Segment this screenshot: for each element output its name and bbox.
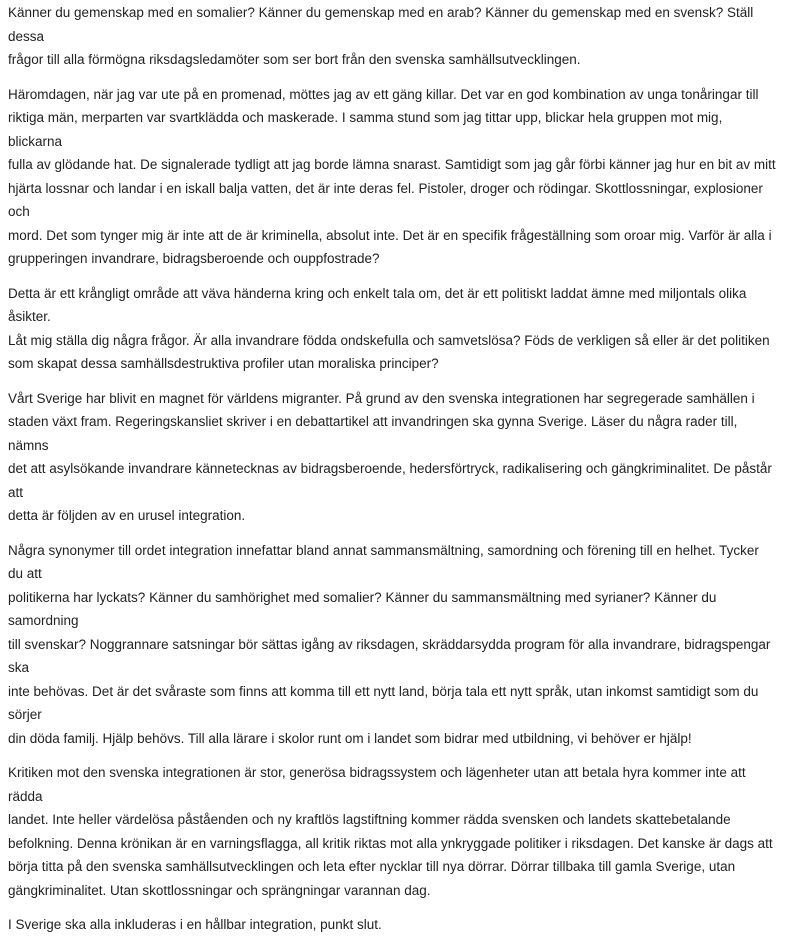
paragraph-line: frågor till alla förmögna riksdagsledamöter som ser bort från den svenska samhällsutvecklingen.	[8, 52, 581, 67]
paragraph-line: detta är följden av en urusel integration.	[8, 508, 246, 523]
paragraph-line: befolkning. Denna krönikan är en varningsflagga, all kritik riktas mot alla ynkryggade politiker i riksdagen. Det kanske är dags att	[8, 835, 773, 851]
paragraph-line: Känner du gemenskap med en somalier? Känner du gemenskap med en arab? Känner du gemenskap med en svensk? Ställ dessa	[8, 5, 754, 44]
article-paragraph	[8, 539, 776, 751]
paragraph-line: politikerna har lyckats? Känner du samhörighet med somalier? Känner du sammansmältning med syrianer? Känner du samordning	[8, 589, 717, 628]
paragraph-line: mord. Det som tynger mig är inte att de är kriminella, absolut inte. Det är en specifik frågeställning som oroar mig. Varför är alla i	[8, 227, 772, 243]
paragraph-line: Låt mig ställa dig några frågor. Är alla invandrare födda ondskefulla och samvetslösa? Föds de verkligen så eller är det politiken	[8, 332, 770, 348]
paragraph-line: Några synonymer till ordet integration innefattar bland annat sammansmältning, samordning och förening till en helhet. Tycker du att	[8, 542, 759, 581]
paragraph-line: riktiga män, merparten var svartklädda och maskerade. I samma stund som jag tittar upp, blickar hela gruppen mot mig, blickarna	[8, 110, 723, 149]
article-paragraph	[8, 282, 776, 376]
paragraph-line: din döda familj. Hjälp behövs. Till alla lärare i skolor runt om i landet som bidrar med utbildning, vi behöver er hjälp!	[8, 730, 692, 746]
article-paragraph	[8, 387, 776, 528]
paragraph-line: hjärta lossnar och landar i en iskall balja vatten, det är inte deras fel. Pistoler, droger och rödingar. Skottlossningar, explosioner och	[8, 180, 763, 219]
paragraph-line: det att asylsökande invandrare kännetecknas av bidragsberoende, hedersförtryck, radikalisering och gängkriminalitet. De påstår att	[8, 461, 772, 500]
paragraph-line: gängkriminalitet. Utan skottlossningar och sprängningar varannan dag.	[8, 882, 431, 898]
article-paragraph	[8, 913, 776, 937]
article-paragraph	[8, 1, 776, 72]
paragraph-line: Kritiken mot den svenska integrationen är stor, generösa bidragssystem och lägenheter utan att betala hyra kommer inte att rädda	[8, 765, 746, 804]
paragraph-line: börja titta på den svenska samhällsutvecklingen och leta efter nycklar till nya dörrar. Dörrar tillbaka till gamla Sverige, utan	[8, 859, 736, 874]
paragraph-line: inte behövas. Det är det svåraste som finns att komma till ett nytt land, börja tala ett nytt språk, utan inkomst samtidigt som du sörjer	[8, 683, 759, 722]
article-paragraph	[8, 761, 776, 902]
paragraph-line: Vårt Sverige har blivit en magnet för världens migranter. På grund av den svenska integrationen har segregerade samhällen i	[8, 390, 755, 406]
paragraph-line: fulla av glödande hat. De signalerade tydligt att jag borde lämna snarast. Samtidigt som jag går förbi känner jag hur en bit av mitt	[8, 157, 776, 172]
paragraph-line: grupperingen invandrare, bidragsberoende och ouppfostrade?	[8, 251, 380, 266]
paragraph-line: staden växt fram. Regeringskansliet skriver i en debattartikel att invandringen ska gynna Sverige. Läser du några rader till, nämns	[8, 414, 738, 453]
paragraph-line: som skapat dessa samhällsdestruktiva profiler utan moraliska principer?	[8, 356, 439, 371]
paragraph-line: I Sverige ska alla inkluderas i en hållbar integration, punkt slut.	[8, 917, 382, 932]
article-paragraph	[8, 83, 776, 271]
paragraph-line: till svenskar? Noggrannare satsningar bör sättas igång av riksdagen, skräddarsydda program för alla invandrare, bidragspengar ska	[8, 636, 771, 675]
paragraph-line: Detta är ett krångligt område att väva händerna kring och enkelt tala om, det är ett politiskt laddat ämne med miljontals olika åsikter.	[8, 285, 747, 324]
paragraph-line: landet. Inte heller värdelösa påståenden och ny kraftlös lagstiftning kommer rädda svensken och landets skattebetalande	[8, 812, 731, 827]
paragraph-line: Häromdagen, när jag var ute på en promenad, möttes jag av ett gäng killar. Det var en god kombination av unga tonåringar till	[8, 86, 759, 102]
